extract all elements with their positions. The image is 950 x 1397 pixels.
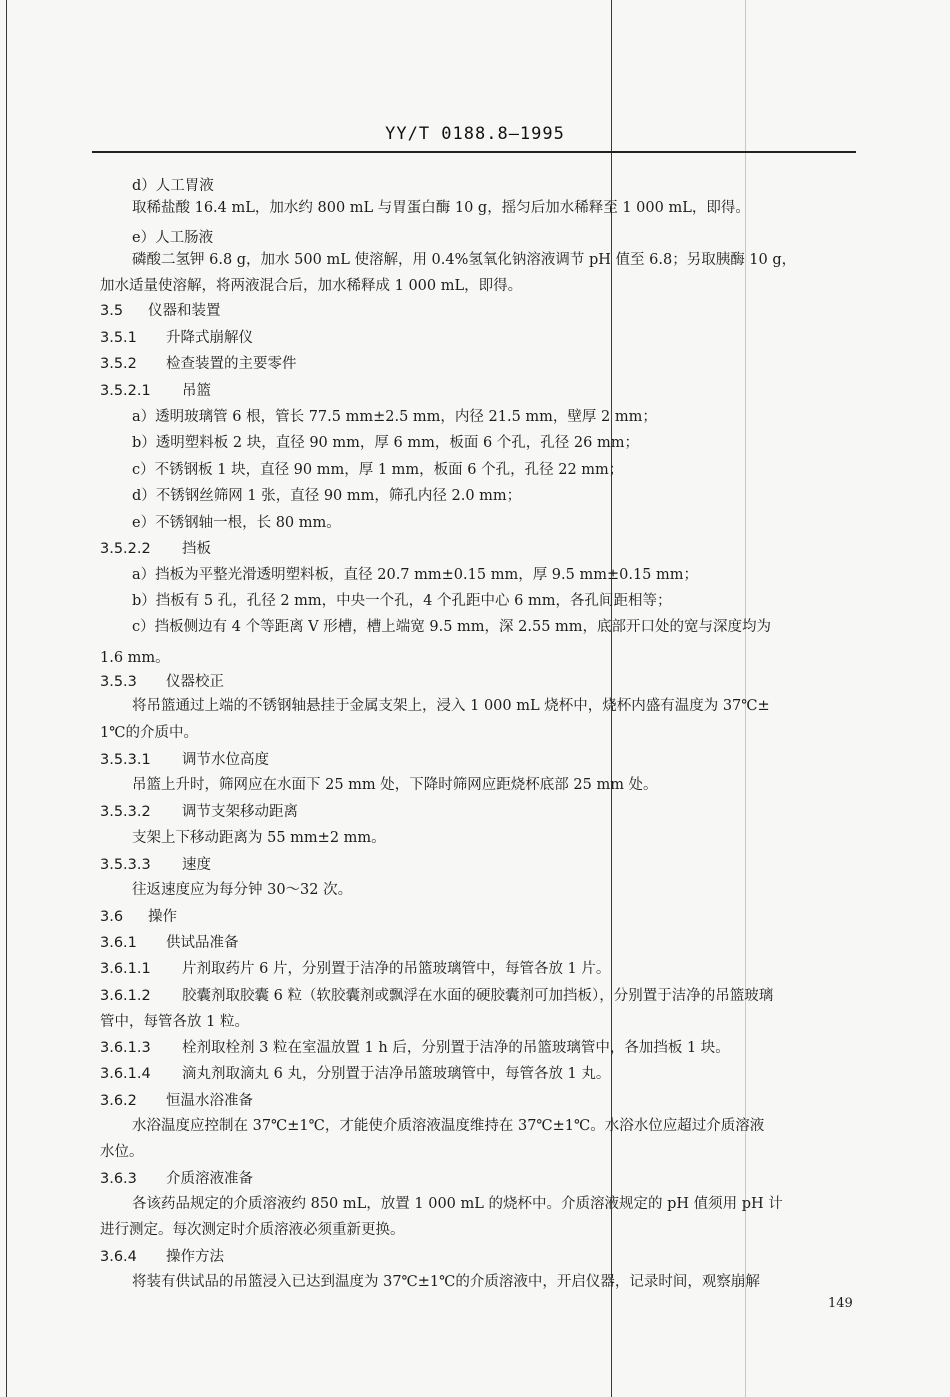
body-line: 1℃的介质中。 [100, 725, 198, 741]
body-line: 3.6.1.3 栓剂取栓剂 3 粒在室温放置 1 h 后，分别置于洁净的吊篮玻璃管中，各加挡板 1 块。 [100, 1040, 730, 1056]
list-item: a）挡板为平整光滑透明塑料板，直径 20.7 mm±0.15 mm，厚 9.5 mm±0.15 mm； [132, 567, 699, 583]
list-item: b）透明塑料板 2 块，直径 90 mm，厚 6 mm，板面 6 个孔，孔径 26 mm； [132, 435, 639, 451]
body-line: 磷酸二氢钾 6.8 g，加水 500 mL 使溶解，用 0.4%氢氧化钠溶液调节 pH 值至 6.8；另取胰酶 10 g， [132, 252, 797, 268]
section-heading: 3.5.3.2 调节支架移动距离 [100, 804, 298, 820]
section-heading: 3.5.1 升降式崩解仪 [100, 330, 253, 346]
section-heading: 3.6.4 操作方法 [100, 1249, 224, 1265]
body-line: 各该药品规定的介质溶液约 850 mL，放置 1 000 mL 的烧杯中。介质溶液规定的 pH 值须用 pH 计 [132, 1196, 783, 1212]
section-heading: 3.5.3 仪器校正 [100, 674, 224, 690]
section-heading: 3.6.3 介质溶液准备 [100, 1171, 253, 1187]
body-line: 支架上下移动距离为 55 mm±2 mm。 [132, 830, 386, 846]
list-item: d）不锈钢丝筛网 1 张，直径 90 mm，筛孔内径 2.0 mm； [132, 488, 522, 504]
section-heading: 3.5 仪器和装置 [100, 303, 221, 319]
page-number: 149 [828, 1296, 853, 1311]
section-heading: 3.5.3.3 速度 [100, 857, 211, 873]
body-line: 水位。 [100, 1144, 144, 1160]
body-line: 往返速度应为每分钟 30～32 次。 [132, 882, 353, 898]
header-rule [92, 151, 856, 153]
section-heading: 3.5.2.1 吊篮 [100, 383, 211, 399]
section-heading: 3.6 操作 [100, 909, 177, 925]
body-line: 水浴温度应控制在 37℃±1℃，才能使介质溶液温度维持在 37℃±1℃。水浴水位应超过介质溶液 [132, 1118, 765, 1134]
body-line: 吊篮上升时，筛网应在水面下 25 mm 处，下降时筛网应距烧杯底部 25 mm 处。 [132, 777, 658, 793]
section-heading: 3.5.2.2 挡板 [100, 541, 211, 557]
body-line: 3.6.1.2 胶囊剂取胶囊 6 粒（软胶囊剂或飘浮在水面的硬胶囊剂可加挡板），分别置于洁净的吊篮玻璃 [100, 988, 774, 1004]
section-heading: 3.6.2 恒温水浴准备 [100, 1093, 253, 1109]
body-line: 3.6.1.1 片剂取药片 6 片，分别置于洁净的吊篮玻璃管中，每管各放 1 片。 [100, 961, 611, 977]
body-line: 1.6 mm。 [100, 650, 170, 666]
body-line: 加水适量使溶解，将两液混合后，加水稀释成 1 000 mL，即得。 [100, 278, 523, 294]
body-line: 将吊篮通过上端的不锈钢轴悬挂于金属支架上，浸入 1 000 mL 烧杯中，烧杯内盛有温度为 37℃± [132, 698, 770, 714]
section-heading: 3.5.2 检查装置的主要零件 [100, 356, 297, 372]
scan-line-left [6, 0, 7, 1397]
list-item: e）不锈钢轴一根，长 80 mm。 [132, 515, 341, 531]
body-line: 管中，每管各放 1 粒。 [100, 1014, 249, 1030]
body-line: 取稀盐酸 16.4 mL，加水约 800 mL 与胃蛋白酶 10 g，摇匀后加水稀释至 1 000 mL，即得。 [132, 200, 750, 216]
list-item: b）挡板有 5 孔，孔径 2 mm，中央一个孔，4 个孔距中心 6 mm，各孔间距相等； [132, 593, 672, 609]
list-item: c）不锈钢板 1 块，直径 90 mm，厚 1 mm，板面 6 个孔，孔径 22 mm； [132, 462, 624, 478]
list-item: c）挡板侧边有 4 个等距离 V 形槽，槽上端宽 9.5 mm，深 2.55 mm，底部开口处的宽与深度均为 [132, 619, 772, 635]
body-line: e）人工肠液 [132, 230, 214, 246]
body-line: 3.6.1.4 滴丸剂取滴丸 6 丸，分别置于洁净吊篮玻璃管中，每管各放 1 丸。 [100, 1066, 611, 1082]
list-item: a）透明玻璃管 6 根，管长 77.5 mm±2.5 mm，内径 21.5 mm，壁厚 2 mm； [132, 409, 657, 425]
body-line: d）人工胃液 [132, 178, 214, 194]
body-line: 进行测定。每次测定时介质溶液必须重新更换。 [100, 1222, 405, 1238]
body-line: 将装有供试品的吊篮浸入已达到温度为 37℃±1℃的介质溶液中，开启仪器，记录时间，观察崩解 [132, 1274, 760, 1290]
standard-number-header: YY/T 0188.8—1995 [385, 124, 565, 144]
section-heading: 3.6.1 供试品准备 [100, 935, 239, 951]
section-heading: 3.5.3.1 调节水位高度 [100, 752, 269, 768]
